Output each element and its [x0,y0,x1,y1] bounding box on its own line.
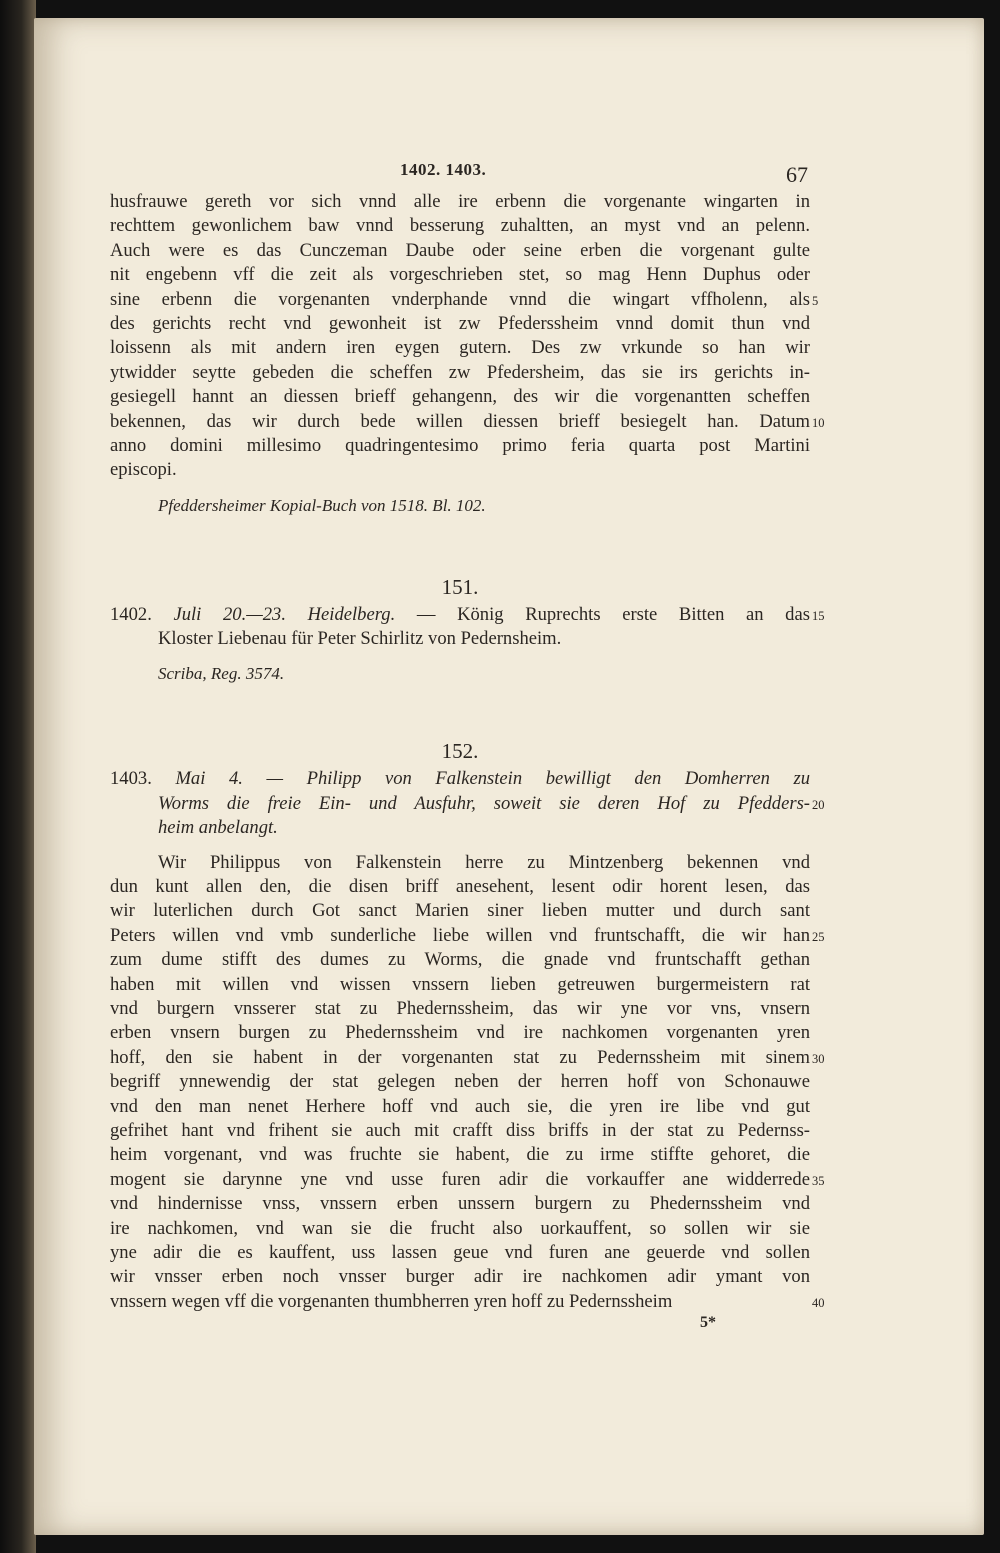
line-text: begriff ynnewendig der stat gelegen neben der herren hoff von Schonauwe [110,1071,810,1093]
line-text: heim vorgenant, vnd was fruchte sie habent, die zu irme stiffte gehoret, die [110,1144,810,1166]
text-line [110,410,825,434]
text-line [110,1046,825,1070]
regest-152-text-1: Mai 4. — Philipp von Falkenstein bewilligt den Domherren zu [175,768,810,790]
text-line [110,899,810,923]
document-150-tail [110,190,825,483]
line-text: husfrauwe gereth vor sich vnnd alle ire erbenn die vorgenante wingarten in [110,191,810,212]
regest-151-line-1 [110,603,825,627]
text-line [110,1192,810,1216]
line-number: 30 [812,1051,825,1066]
line-number: 5 [812,293,819,308]
text-line [110,288,819,312]
line-text: wir luterlichen durch Got sanct Marien siner lieben mutter und durch sant [110,900,810,922]
regest-151-year: 1402. [110,603,152,625]
text-line [110,1119,810,1143]
line-text: anno domini millesimo quadringentesimo primo feria quarta post Martini [110,434,810,456]
line-text: haben mit willen vnd wissen vnssern lieben getreuwen burgermeistern rat [110,973,810,995]
line-text: gesiegell hannt an diessen brieff gehangenn, des wir die vorgenantten scheffen [110,386,810,408]
line-text: vnssern wegen vff die vorgenanten thumbherren yren hoff zu Pedernssheim [110,1290,673,1312]
regest-152-line-2 [110,792,825,816]
line-text: episcopi. [110,459,177,481]
line-text: vnd den man nenet Herhere hoff vnd auch sie, die yren ire libe vnd gut [110,1095,810,1117]
text-line [110,385,810,409]
text-line [110,1143,810,1167]
line-text: wir vnsser erben noch vnsser burger adir ire nachkomen adir ymant von [110,1266,810,1288]
text-line [110,1021,810,1045]
document-152-text [110,851,825,1314]
regest-152-line-1 [110,767,810,791]
regest-152-year: 1403. [110,768,152,790]
regest-152-text-2: Worms die freie Ein- und Ausfuhr, soweit sie deren Hof zu Pfedders- [158,792,810,814]
regest-151-place: Heidelberg. [307,603,396,625]
line-text: dun kunt allen den, die disen briff anesehent, lesent odir horent lesen, das [110,876,810,898]
text-line [110,851,810,875]
line-number: 10 [812,415,825,430]
text-line [110,997,810,1021]
text-line [110,1095,810,1119]
text-line [110,1241,810,1265]
line-text: Wir Philippus von Falkenstein herre zu Mintzenberg bekennen vnd [158,851,810,873]
text-line [110,875,810,899]
regest-152 [110,767,825,840]
line-text: bekennen, das wir durch bede willen diessen brieff besiegelt han. Datum [110,410,810,432]
text-line [110,361,810,385]
page-content [110,150,825,1332]
text-line [110,458,810,482]
line-text: Auch were es das Cunczeman Daube oder seine erben die vorgenant gulte [110,239,810,261]
text-line [110,434,810,458]
regest-151-date: Juli 20.—23. [173,603,286,625]
line-text: rechttem gewonlichem baw vnnd besserung zuhaltten, an myst vnd an pelenn. [110,215,810,237]
running-head: 1402. 1403. [400,160,487,179]
line-number: 15 [812,608,825,623]
text-line [110,239,810,263]
text-line [110,1070,810,1094]
text-line [110,1290,825,1314]
text-line [110,973,810,997]
line-text: mogent sie darynne yne vnd usse furen adir die vorkauffer ane widderrede [110,1168,810,1190]
line-number: 20 [812,797,825,812]
book-binding-edge [0,0,36,1553]
text-line [110,948,810,972]
line-text: ire nachkomen, vnd wan sie die frucht also uorkauffent, so sollen wir sie [110,1217,810,1239]
text-line [110,1217,810,1241]
text-line [110,1168,825,1192]
line-number: 25 [812,929,825,944]
page-header [110,150,810,190]
text-line [110,924,825,948]
document-number-152: 152. [441,739,479,764]
line-text: gefrihet hant vnd frihent sie auch mit crafft diss briffs in der stat zu Pedernss- [110,1119,810,1141]
regest-152-line-3: heim anbelangt. [158,817,278,839]
line-number: 40 [812,1295,825,1310]
text-line [110,263,810,287]
text-line [110,312,810,336]
page-number: 67 [786,162,808,187]
line-text: vnd burgern vnsserer stat zu Phedernssheim, das wir yne vor vns, vnsern [110,997,810,1019]
line-text: yne adir die es kauffent, uss lassen geue vnd furen ane geuerde vnd sollen [110,1241,810,1263]
line-text: zum dume stifft des dumes zu Worms, die gnade vnd fruntschafft gethan [110,949,810,971]
line-text: des gerichts recht vnd gewonheit ist zw Pfederssheim vnnd domit thun vnd [110,312,810,334]
text-line [110,190,810,214]
regest-151 [110,603,825,652]
regest-151-text: — König Ruprechts erste Bitten an das [416,603,810,625]
line-text: nit engebenn vff die zeit als vorgeschrieben stet, so mag Henn Duphus oder [110,264,810,286]
text-line [110,1265,810,1289]
text-line [110,336,810,360]
line-text: ytwidder seytte gebeden die scheffen zw Pfedersheim, das sie irs gerichts in- [110,361,810,383]
line-text: sine erbenn die vorgenanten vnderphande vnnd die wingart vffholenn, als [110,288,810,310]
sheet-signature: 5* [700,1314,716,1332]
document-number-151: 151. [441,574,479,599]
line-text: loissenn als mit andern iren eygen gutern. Des zw vrkunde so han wir [110,337,810,359]
line-text: Peters willen vnd vmb sunderliche liebe willen vnd fruntschafft, die wir han [110,924,810,946]
line-text: hoff, den sie habent in der vorgenanten stat zu Pedernssheim mit sinem [110,1046,810,1068]
regest-151-line-2: Kloster Liebenau für Peter Schirlitz von Pedernsheim. [158,628,562,650]
line-text: erben vnsern burgen zu Phedernssheim vnd ire nachkomen vorgenanten yren [110,1022,810,1044]
text-line [110,214,810,238]
source-citation-151: Scriba, Reg. 3574. [158,664,285,684]
line-number: 35 [812,1173,825,1188]
line-text: vnd hindernisse vnss, vnssern erben unssern burgern zu Phedernssheim vnd [110,1193,810,1215]
source-citation-150: Pfeddersheimer Kopial-Buch von 1518. Bl. 102. [158,495,486,515]
